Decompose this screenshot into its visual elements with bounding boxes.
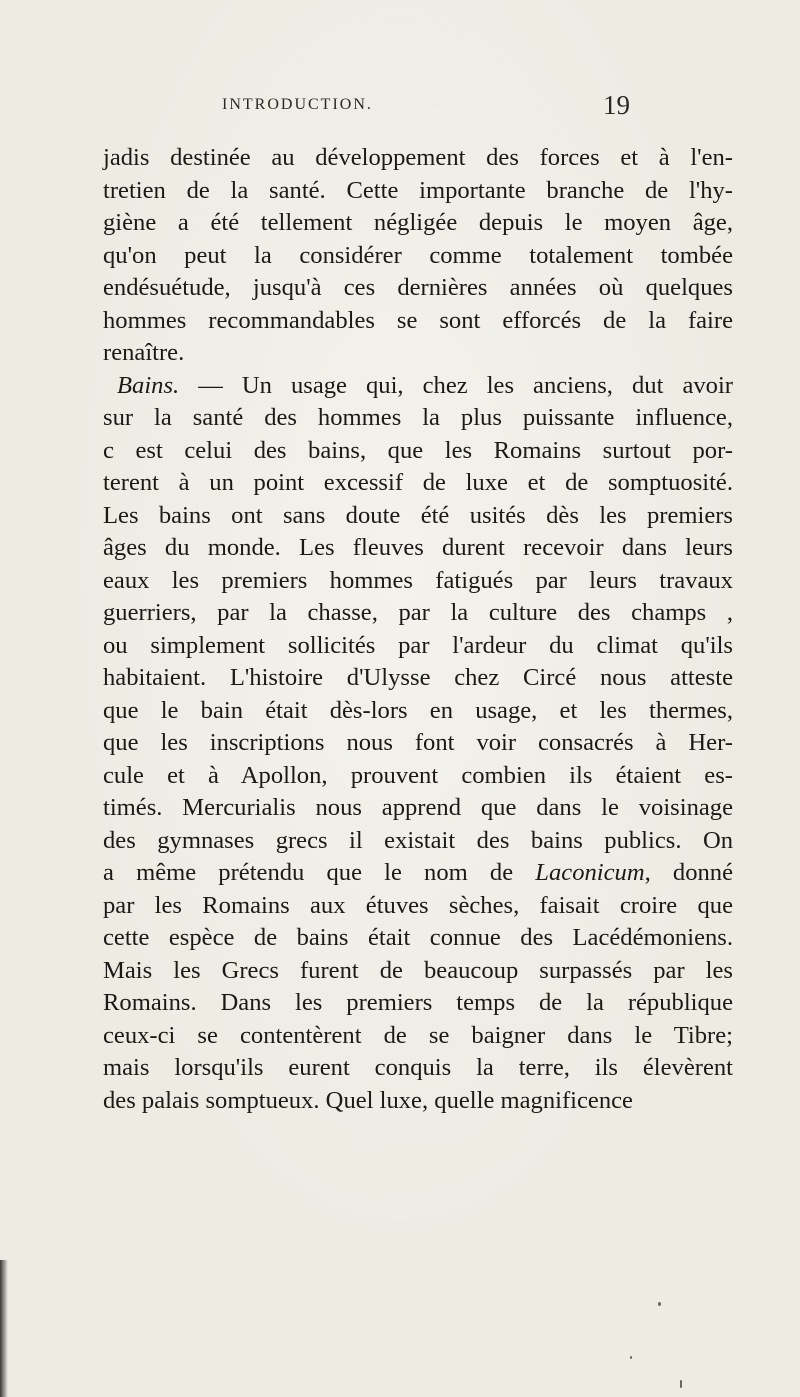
text-line: Les bains ont sans doute été usités dès les premiers <box>103 501 733 529</box>
text-fragment: — Un usage qui, chez les anciens, dut avoir <box>179 371 733 399</box>
text-line: que le bain était dès-lors en usage, et les thermes, <box>103 696 733 724</box>
text-line: hommes recommandables se sont efforcés de la faire <box>103 306 733 334</box>
text-line: Romains. Dans les premiers temps de la république <box>103 989 733 1016</box>
text-line: des gymnases grecs il existait des bains publics. On <box>103 826 733 854</box>
text-line: âges du monde. Les fleuves durent recevoir dans leurs <box>103 534 733 561</box>
text-line: renaître. <box>103 339 185 366</box>
running-title: INTRODUCTION. <box>222 96 373 113</box>
text-line: habitaient. L'histoire d'Ulysse chez Circé nous atteste <box>103 664 733 691</box>
ink-speck <box>630 1356 632 1359</box>
page-edge-shadow <box>0 1260 8 1397</box>
page-number: 19 <box>603 90 630 120</box>
body-text <box>103 142 733 1117</box>
text-line: timés. Mercurialis nous apprend que dans le voisinage <box>103 794 733 821</box>
text-line: giène a été tellement négligée depuis le moyen âge, <box>103 209 733 236</box>
text-line: jadis destinée au développement des forces et à l'en- <box>103 144 733 171</box>
text-fragment: a même prétendu que le nom de <box>103 859 536 886</box>
text-line: guerriers, par la chasse, par la culture des champs , <box>103 599 733 626</box>
ink-speck <box>680 1380 682 1388</box>
text-line-laconicum <box>103 857 733 890</box>
text-line: cette espèce de bains était connue des Lacédémoniens. <box>103 924 733 951</box>
text-line: des palais somptueux. Quel luxe, quelle magnificence <box>103 1086 633 1114</box>
text-line: endésuétude, jusqu'à ces dernières années où quelques <box>103 274 733 301</box>
section-heading-bains: Bains. <box>117 371 180 399</box>
text-line: tretien de la santé. Cette importante branche de l'hy- <box>103 176 733 204</box>
text-line: cule et à Apollon, prouvent combien ils étaient es- <box>103 761 733 789</box>
text-line: mais lorsqu'ils eurent conquis la terre, ils élevèrent <box>103 1054 733 1081</box>
page-header <box>140 90 630 136</box>
text-line-bains <box>103 370 733 403</box>
text-line: par les Romains aux étuves sèches, faisait croire que <box>103 891 733 919</box>
text-line: terent à un point excessif de luxe et de somptuosité. <box>103 469 733 496</box>
text-line: ceux-ci se contentèrent de se baigner dans le Tibre; <box>103 1021 733 1049</box>
term-laconicum: Laconicum <box>535 859 645 886</box>
text-line: c est celui des bains, que les Romains surtout por- <box>103 436 733 464</box>
text-line: sur la santé des hommes la plus puissante influence, <box>103 404 733 431</box>
ink-speck <box>658 1302 661 1306</box>
text-fragment: , donné <box>644 859 733 886</box>
text-line: que les inscriptions nous font voir consacrés à Her- <box>103 729 733 756</box>
text-line: ou simplement sollicités par l'ardeur du climat qu'ils <box>103 631 733 659</box>
text-line: eaux les premiers hommes fatigués par leurs travaux <box>103 566 733 594</box>
text-line: qu'on peut la considérer comme totalement tombée <box>103 241 733 269</box>
text-line: Mais les Grecs furent de beaucoup surpassés par les <box>103 956 733 984</box>
